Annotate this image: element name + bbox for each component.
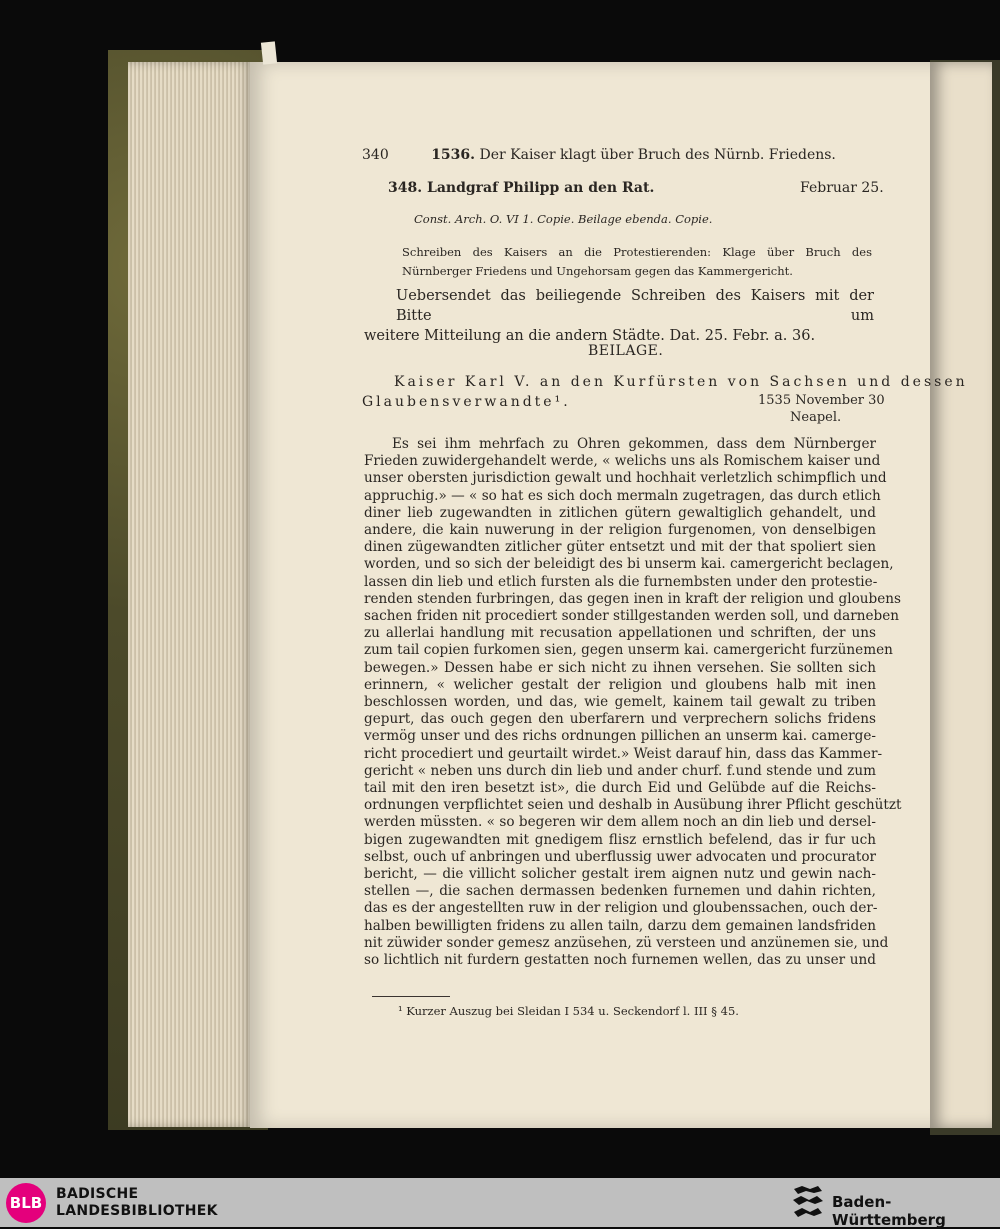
running-head-year: 1536. — [431, 147, 476, 163]
body-line: so lichtlich nit furdern gestatten noch furnemen wellen, das zu unser und — [364, 952, 876, 969]
body-line: ordnungen verpflichtet seien und deshalb in Ausübung ihrer Pflicht geschützt — [364, 797, 902, 814]
body-line: andere, die kain nuwerung in der religion furgenomen, von denselbigen — [364, 522, 876, 539]
letter-date: 1535 November 30 — [758, 393, 885, 408]
facing-page — [930, 62, 992, 1128]
body-line: appruchig.» — « so hat es sich doch mermaln zugetragen, das durch etlich — [364, 487, 881, 504]
org-name-line1: BADISCHE — [56, 1186, 139, 1202]
page-number: 340 — [362, 147, 389, 163]
blb-logo[interactable]: BLB — [6, 1183, 46, 1223]
page-edges — [128, 62, 253, 1127]
intro-line: weitere Mitteilung an die andern Städte. Dat. 25. Febr. a. 36. — [364, 328, 816, 344]
paper-scrap — [261, 41, 277, 64]
body-line: das es der angestellten ruw in der religion und gloubenssachen, ouch der- — [364, 900, 878, 917]
document-heading: 348. Landgraf Philipp an den Rat. — [388, 180, 655, 196]
body-line: dinen zügewandten zitlicher güter entsetzt und mit der that spoliert sien — [364, 539, 876, 556]
body-line: zum tail copien furkomen sien, gegen unserm kai. camergericht furzünemen — [364, 642, 893, 659]
lions-crest-icon — [790, 1183, 826, 1223]
body-line: unser obersten jurisdiction gewalt und hochhait verletzlich schimpflich und — [364, 470, 887, 487]
body-line: worden, und so sich der beleidigt des bi unserm kai. camergericht beclagen, — [364, 556, 894, 573]
body-line: richt procediert und geurtailt wirdet.» Weist darauf hin, dass das Kammer- — [364, 745, 883, 762]
body-line: werden müssten. « so begeren wir dem allem noch an din lieb und dersel- — [364, 814, 876, 831]
footnote-rule — [372, 996, 450, 997]
body-line: sachen friden nit procediert sonder stillgestanden werden soll, und darneben — [364, 608, 900, 625]
beilage-heading: BEILAGE. — [588, 343, 664, 359]
body-line: diner lieb zugewandten in zitlichen gütern gewaltiglich gehandelt, und — [364, 504, 876, 521]
body-line: renden stenden furbringen, das gegen inen in kraft der religion und gloubens — [364, 590, 901, 607]
footnote: ¹ Kurzer Auszug bei Sleidan I 534 u. Seckendorf l. III § 45. — [398, 1004, 739, 1018]
body-line: tail mit den iren besetzt ist», die durch Eid und Gelübde auf die Reichs- — [364, 780, 876, 797]
running-head-text: Der Kaiser klagt über Bruch des Nürnb. Friedens. — [479, 147, 836, 163]
body-line: nit züwider sonder gemesz anzüsehen, zü versteen und anzünemen sie, und — [364, 934, 889, 951]
body-line: lassen din lieb und etlich fursten als die furnembsten under den protestie- — [364, 573, 878, 590]
address-line: Kaiser Karl V. an den Kurfürsten von Sachsen und dessen — [394, 374, 968, 390]
body-line: stellen —, die sachen dermassen bedenken furnemen und dahin richten, — [364, 883, 876, 900]
body-line: bigen zugewandten mit gnedigem flisz ernstlich befelend, das ir fur uch — [364, 831, 876, 848]
body-line: Frieden zuwidergehandelt werde, « welichs uns als Romischem kaiser und — [364, 453, 881, 470]
state-name: Baden-Württemberg — [832, 1193, 946, 1229]
document-date: Februar 25. — [800, 180, 884, 196]
body-line: gericht « neben uns durch din lieb und ander churf. f.und stende und zum — [364, 762, 876, 779]
body-line: bewegen.» Dessen habe er sich nicht zu ihnen versehen. Sie sollten sich — [364, 659, 876, 676]
letter-body — [364, 436, 902, 969]
org-name-line2: LANDESBIBLIOTHEK — [56, 1203, 218, 1219]
summary: Schreiben des Kaisers an die Protestierenden: Klage über Bruch des Nürnberger Friedens und Ungehorsam gegen das Kammergericht. — [402, 245, 872, 278]
intro-line: Uebersendet das beiliegende Schreiben des Kaisers mit der Bitte um — [396, 288, 874, 324]
running-head — [362, 147, 836, 163]
body-line: Es sei ihm mehrfach zu Ohren gekommen, dass dem Nürnberger — [392, 436, 876, 452]
body-line: zu allerlai handlung mit recusation appellationen und schriften, der uns — [364, 625, 876, 642]
body-line: erinnern, « welicher gestalt der religion und gloubens halb mit inen — [364, 676, 876, 693]
body-line: beschlossen worden, und das, wie gemelt, kainem tail gewalt zu triben — [364, 694, 876, 711]
address-line: Glaubensverwandte¹. — [362, 394, 571, 410]
body-line: gepurt, das ouch gegen den uberfarern und verprechern solichs fridens — [364, 711, 876, 728]
body-line: vermög unser und des richs ordnungen pillichen an unserm kai. camerge- — [364, 728, 876, 745]
body-line: selbst, ouch uf anbringen und uberflussig uwer advocaten und procurator — [364, 848, 876, 865]
letter-place: Neapel. — [790, 410, 842, 425]
intro-paragraph — [364, 286, 874, 346]
body-line: halben bewilligten fridens zu allen tailn, darzu dem gemainen landsfriden — [364, 917, 876, 934]
body-line: bericht, — die villicht solicher gestalt irem aignen nutz und gewin nach- — [364, 866, 876, 883]
source-note: Const. Arch. O. VI 1. Copie. Beilage ebenda. Copie. — [414, 212, 713, 226]
